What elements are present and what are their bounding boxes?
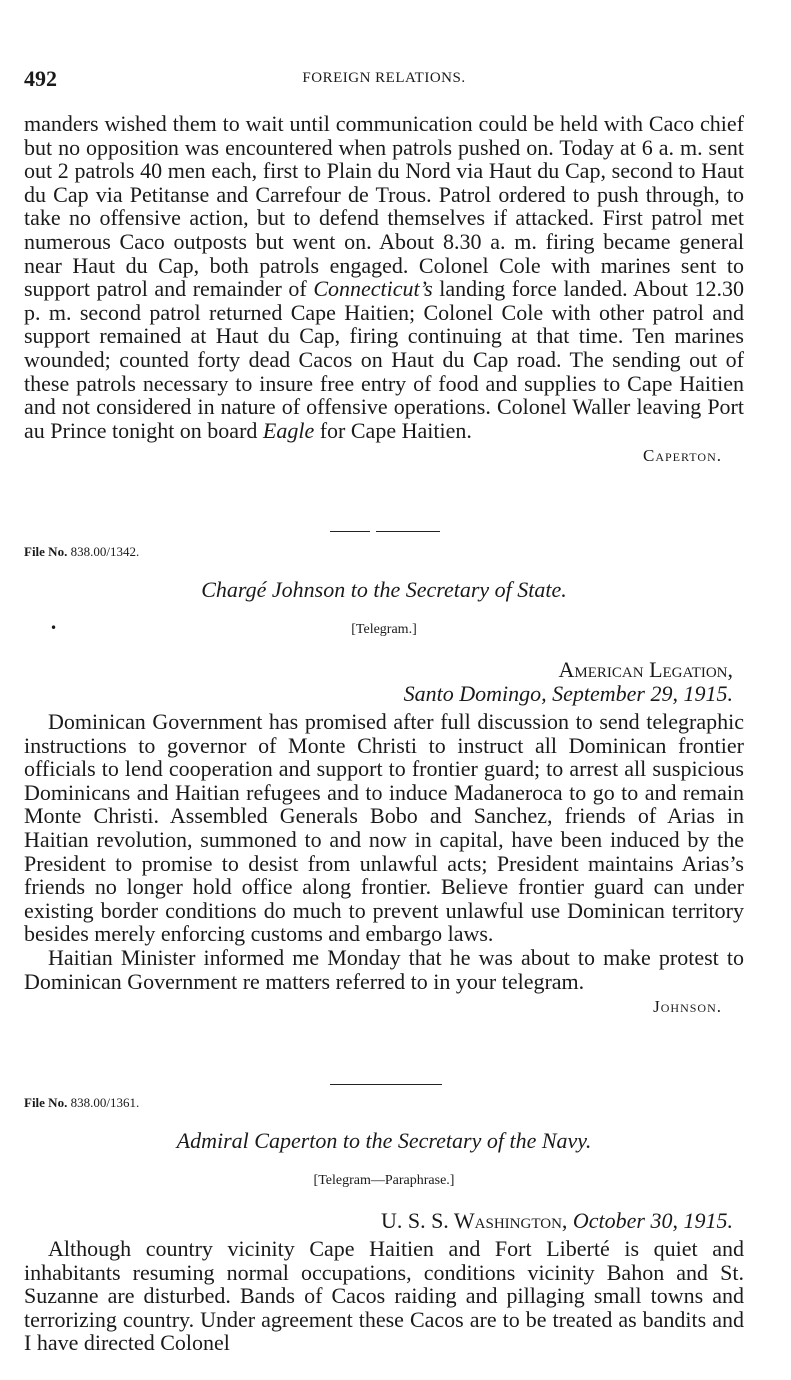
doc3-body (24, 1237, 744, 1355)
doc3-title: Admiral Caperton to the Secretary of the Navy. (176, 1128, 592, 1153)
divider-rule-1b (376, 531, 440, 532)
doc3-type: [Telegram—Paraphrase.] (313, 1173, 455, 1188)
doc2-dateline: Santo Domingo, September 29, 1915. (403, 681, 733, 706)
file-label: File No. (24, 1095, 68, 1110)
doc2-title: Chargé Johnson to the Secretary of State. (201, 577, 567, 602)
doc3-paragraph-1: Although country vicinity Cape Haitien and Fort Liberté is quiet and inhabitants resuming normal occupations, conditions vicinity Bahon and St. Suzanne are disturbed. Bands of Cacos raiding and pillaging small towns and terrorizing country. Under agreement these Cacos are to be treated as bandits and I have directed Colonel (24, 1236, 744, 1356)
doc3-dateline: U. S. S. Washington, October 30, 1915. (380, 1208, 733, 1233)
doc2-date: September 29 (552, 681, 673, 706)
file-label: File No. (24, 544, 68, 559)
divider-rule-2 (330, 1084, 442, 1085)
stray-mark: • (50, 621, 58, 635)
divider-rule-1a (330, 531, 370, 532)
running-head: FOREIGN RELATIONS. (302, 70, 466, 86)
ship-name-connecticut: Connecticut’s (313, 276, 433, 302)
doc3-date: October 30 (572, 1208, 673, 1233)
continuation-text-2: landing force landed. About 12.30 p. m. second patrol returned Cape Haitien; Colonel Cole with other patrol and support remained at Haut du Cap, firing continuing at that time. Ten marines wounded; counted forty dead Cacos on Haut du Cap road. The sending out of these patrols necessary to insure free entry of food and supplies to Cape Haitien and not considered in nature of offensive operations. Colonel Waller leaving Port au Prince tonight on board (24, 276, 744, 443)
signature-johnson: Johnson. (653, 997, 722, 1017)
continuation-text-1: manders wished them to wait until communication could be held with Caco chief but no opposition was encountered when patrols pushed on. Today at 6 a. m. sent out 2 patrols 40 men each, first to Plain du Nord via Haut du Cap, second to Haut du Cap via Petitanse and Carrefour de Trous. Patrol ordered to push through, to take no offensive action, but to defend themselves if attacked. First patrol met numerous Caco outposts but went on. About 8.30 a. m. firing became general near Haut du Cap, both patrols engaged. Colonel Cole with marines sent to support patrol and remainder of (24, 111, 744, 302)
section1-continuation (24, 112, 744, 466)
doc3-origin: U. S. S. Washington, (380, 1208, 568, 1233)
ship-name-eagle: Eagle (262, 417, 315, 443)
page-number: 492 (24, 66, 57, 91)
doc2-type: [Telegram.] (351, 622, 417, 637)
continuation-text-3: for Cape Haitien. (314, 417, 472, 443)
doc2-place: Santo Domingo (403, 681, 542, 706)
file-number-1342 (24, 544, 139, 560)
continuation-paragraph (24, 112, 744, 442)
file-number-value: 838.00/1342. (70, 544, 140, 559)
doc2-paragraph-1: Dominican Government has promised after full discussion to send telegraphic instructions to governor of Monte Christi to instruct all Dominican frontier officials to lend cooperation and support to frontier guard; to arrest all suspicious Dominicans and Haitian refugees and to induce Madaneroca to go to and remain Monte Christi. Assembled Generals Bobo and Sanchez, friends of Arias in Haitian revolution, summoned to and now in capital, have been induced by the President to promise to desist from unlawful acts; President maintains Arias’s friends no longer hold office along frontier. Believe frontier guard can under existing border conditions do much to prevent unlawful use Dominican territory besides merely enforcing customs and embargo laws. (24, 709, 744, 947)
doc2-origin: American Legation, (558, 657, 733, 682)
doc2-year: 1915. (683, 681, 733, 706)
doc3-year: 1915. (683, 1208, 733, 1233)
doc2-body (24, 710, 744, 1017)
page-header (24, 66, 744, 96)
signature-caperton: Caperton. (643, 446, 722, 466)
file-number-value: 838.00/1361. (70, 1095, 140, 1110)
doc2-paragraph-2: Haitian Minister informed me Monday that he was about to make protest to Dominican Government re matters referred to in your telegram. (24, 944, 744, 994)
file-number-1361 (24, 1095, 139, 1111)
